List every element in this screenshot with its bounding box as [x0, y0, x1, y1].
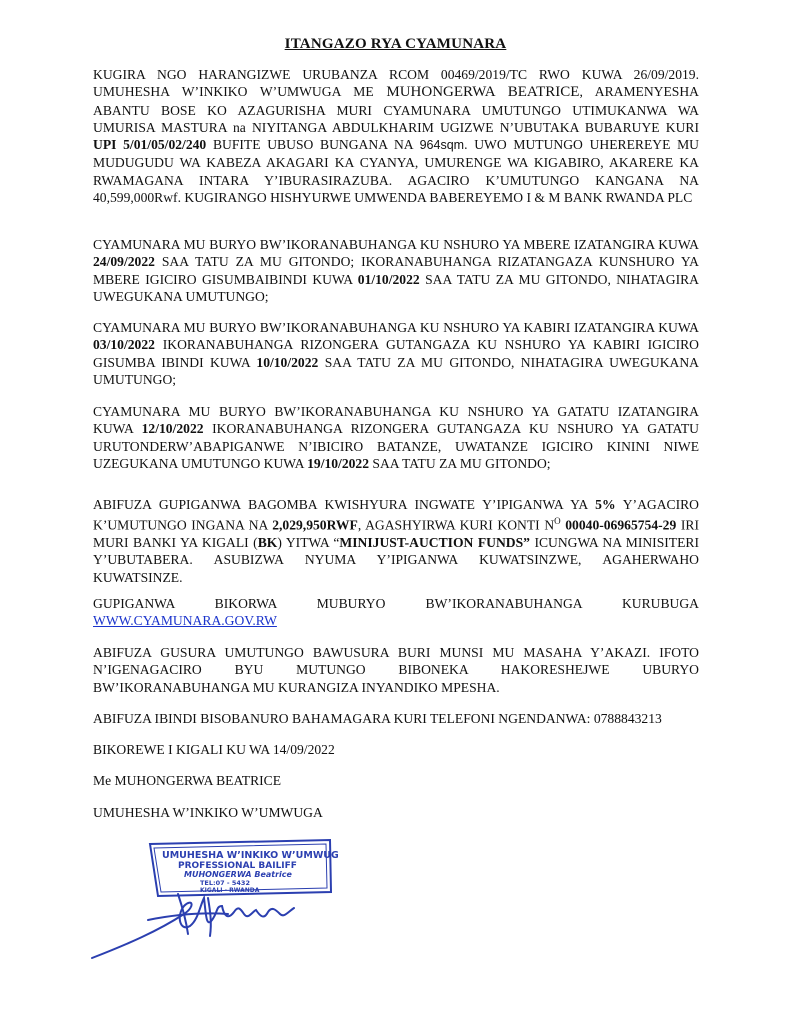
text: SAA TATU ZA MU GITONDO; IKORANABUHANGA RIZATANGAZA KUNSHURO YA MBERE IGICIRO GISUMBAIBINDI KUWA — [93, 254, 699, 287]
bank-code: BK — [257, 535, 278, 551]
text: SAA TATU ZA MU GITONDO, NIHATAGIRA UWEGUKANA UMUTUNGO; — [93, 354, 699, 387]
date: 03/10/2022 — [93, 337, 155, 353]
bailiff-name-line: Me MUHONGERWA BEATRICE — [93, 773, 282, 788]
stamp-line-2: PROFESSIONAL BAILIFF — [178, 861, 297, 871]
date: 24/09/2022 — [93, 254, 155, 270]
area-value: 964sqm — [419, 138, 465, 153]
text: Y’AGACIRO K’UMUTUNGO INGANA NA — [93, 497, 700, 533]
deposit-amount: 2,029,950RWF — [272, 517, 358, 533]
stamp-line-3: MUHONGERWA Beatrice — [184, 870, 292, 879]
text: SAA TATU ZA MU GITONDO, NIHATAGIRA UWEGUKANA UMUTUNGO; — [93, 271, 699, 304]
fund-name: MINIJUST-AUCTION FUNDS” — [339, 535, 530, 551]
signature-icon — [92, 894, 294, 958]
text: CYAMUNARA MU BURYO BW’IKORANABUHANGA KU NSHURO YA GATATU IZATANGIRA KUWA — [93, 404, 699, 437]
text: . UWO MUTUNGO UHEREREYE MU MUDUGUDU WA KABEZA AKAGARI KA CYANYA, UMURENGE WA KIGABIRO, AKARERE KA RWAMAGANA INTARA Y’IBURASIRAZUBA. AGACIRO K’UMUTUNGO KANGANA NA 40,599,000Rwf. KUGIRANGO HISHYURWE UMWENDA BABEREYEMO I & M BANK RWANDA PLC — [93, 137, 700, 206]
cyamunara-link[interactable]: WWW.CYAMUNARA.GOV.RW — [93, 613, 277, 629]
bailiff-name: MUHONGERWA BEATRICE — [386, 84, 580, 101]
text: KUGIRA NGO HARANGIZWE URUBANZA RCOM 00469/2019/TC RWO KUWA 26/09/2019. UMUHESHA W’INKIKO W’UMWUGA ME — [93, 67, 699, 100]
text: GUPIGANWA BIKORWA MUBURYO BW’IKORANABUHANGA KURUBUGA — [93, 596, 699, 611]
text: ) YITWA “ — [277, 535, 340, 551]
text: IRI MURI BANKI YA KIGALI ( — [93, 517, 699, 551]
date: 12/10/2022 — [141, 421, 204, 437]
stamp-icon — [88, 836, 338, 966]
document-title: ITANGAZO RYA CYAMUNARA — [284, 36, 507, 52]
paragraph-third-round — [93, 403, 699, 472]
text: IKORANABUHANGA RIZONGERA GUTANGAZA KU NSHURO YA KABIRI IGICIRO GISUMBA IBINDI KUWA — [93, 337, 699, 370]
text: IKORANABUHANGA RIZONGERA GUTANGAZA KU NSHURO YA GATATU URUTONDERW’ABAPIGANWE N’IBICIRO BATANZE, UWATANZE IGICIRO KININI NIWE UZEGUKANA UMUTUNGO KUWA — [93, 421, 699, 471]
bailiff-title-line: UMUHESHA W’INKIKO W’UMWUGA — [93, 805, 323, 820]
text: ICUNGWA NA MINISITERI Y’UBUTABERA. ASUBIZWA NYUMA Y’IPIGANWA KUWATSINZWE, AGAHERWAHO KUWATSINZE. — [93, 535, 699, 585]
paragraph-contact: ABIFUZA IBINDI BISOBANURO BAHAMAGARA KURI TELEFONI NGENDANWA: 0788843213 — [93, 711, 662, 726]
text: ABIFUZA GUPIGANWA BAGOMBA KWISHYURA INGWATE Y’IPIGANWA YA — [93, 497, 596, 512]
text: , AGASHYIRWA KURI KONTI N — [357, 517, 555, 533]
date: 10/10/2022 — [256, 354, 319, 370]
paragraph-deposit — [93, 496, 699, 586]
stamp-line-5: KIGALI - RWANDA — [200, 887, 260, 894]
issue-date-line: BIKOREWE I KIGALI KU WA 14/09/2022 — [93, 742, 335, 757]
paragraph-website — [93, 595, 699, 630]
stamp-line-1: UMUHESHA W’INKIKO W’UMWUGA — [162, 850, 338, 861]
text: , ARAMENYESHA ABANTU BOSE KO AZAGURISHA MURI CYAMUNARA UMUTUNGO UTIMUKANWA WA UMURISA MASTURA na NIYITANGA ABDULKHARIM UGIZWE N’UBUTAKA BUBARUYE KURI — [93, 84, 699, 135]
date: 01/10/2022 — [357, 271, 420, 287]
paragraph-visit: ABIFUZA GUSURA UMUTUNGO BAWUSURA BURI MUNSI MU MASAHA Y’AKAZI. IFOTO N’IGENAGACIRO BYU MUTUNGO BIBONEKA HAKORESHEJWE UBURYO BW’IKORANABUHANGA MU KURANGIZA INYANDIKO MPESHA. — [93, 645, 699, 695]
paragraph-second-round — [93, 319, 699, 388]
deposit-percent: 5% — [595, 497, 616, 512]
text: SAA TATU ZA MU GITONDO; — [369, 455, 551, 471]
superscript: O — [554, 516, 561, 527]
paragraph-case-intro — [93, 66, 699, 206]
stamp-line-4: TEL:07 - 5432 — [200, 879, 250, 887]
upi-number: UPI 5/01/05/02/240 — [93, 137, 207, 153]
paragraph-first-round — [93, 236, 699, 305]
text: CYAMUNARA MU BURYO BW’IKORANABUHANGA KU NSHURO YA MBERE IZATANGIRA KUWA — [93, 237, 699, 252]
text: BUFITE UBUSO BUNGANA NA — [206, 137, 420, 153]
text: CYAMUNARA MU BURYO BW’IKORANABUHANGA KU NSHURO YA KABIRI IZATANGIRA KUWA — [93, 320, 699, 335]
account-number: 00040-06965754-29 — [565, 517, 677, 533]
official-stamp-and-signature — [88, 836, 338, 966]
date: 19/10/2022 — [307, 455, 370, 471]
